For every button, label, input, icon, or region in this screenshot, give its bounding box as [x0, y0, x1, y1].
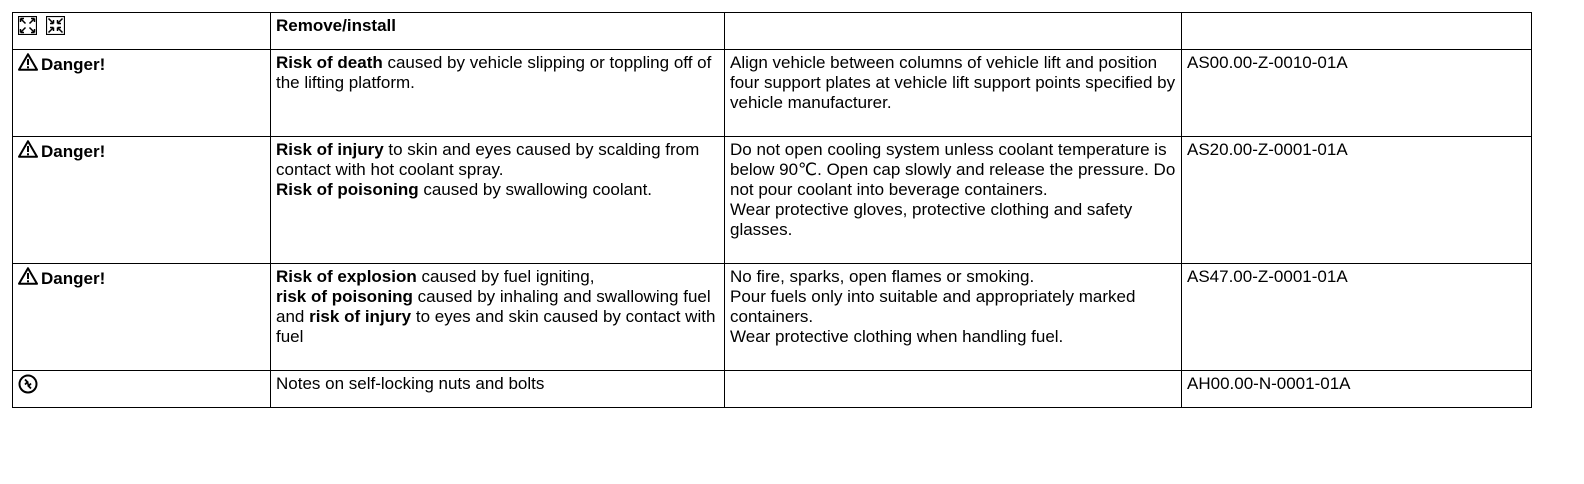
- hazard-description-cell: [271, 137, 725, 264]
- hazard-measures: Align vehicle between columns of vehicle lift and position four support plates at vehicle lift support points specified by vehicle manufacturer.: [730, 53, 1176, 112]
- empty-cell: [725, 371, 1182, 408]
- hazard-measure: Pour fuels only into suitable and appropriately marked containers.: [730, 287, 1136, 326]
- install-icon: [46, 16, 65, 40]
- danger-label: Danger!: [41, 268, 106, 288]
- document-reference: AS00.00-Z-0010-01A: [1187, 53, 1348, 72]
- warning-triangle-icon: [18, 140, 38, 163]
- hazard-risk: risk of poisoning: [276, 287, 413, 306]
- safety-instructions-table: [12, 12, 1532, 408]
- hazard-risk: Risk of death: [276, 53, 383, 72]
- operation-title-cell: [271, 13, 725, 50]
- document-reference-cell: [1182, 264, 1532, 371]
- remove-icon: [18, 16, 37, 40]
- warning-triangle-icon: [18, 267, 38, 290]
- document-reference-cell: [1182, 371, 1532, 408]
- document-reference: AS47.00-Z-0001-01A: [1187, 267, 1348, 286]
- danger-label: Danger!: [41, 54, 106, 74]
- hazard-measure: Wear protective gloves, protective clothing and safety glasses.: [730, 200, 1133, 239]
- document-reference: AS20.00-Z-0001-01A: [1187, 140, 1348, 159]
- hazard-measure: Do not open cooling system unless coolant temperature is below 90℃. Open cap slowly and release the pressure. Do not pour coolant into beverage containers.: [730, 140, 1176, 199]
- note-icon-cell: [13, 371, 271, 408]
- table-row-danger-lift: [13, 50, 1532, 137]
- hazard-description-cell: [271, 50, 725, 137]
- hazard-cause: to skin and eyes caused by scalding from contact with hot coolant spray.: [276, 140, 700, 179]
- empty-cell: [725, 13, 1182, 50]
- document-reference: AH00.00-N-0001-01A: [1187, 374, 1351, 393]
- note-description-cell: [271, 371, 725, 408]
- document-reference-cell: [1182, 137, 1532, 264]
- hazard-measure: Wear protective clothing when handling fuel.: [730, 327, 1064, 346]
- table-row-danger-coolant: [13, 137, 1532, 264]
- table-row-danger-fuel: [13, 264, 1532, 371]
- operation-icons-cell: [13, 13, 271, 50]
- operation-title: Remove/install: [276, 16, 396, 35]
- hazard-cause: caused by swallowing coolant.: [418, 180, 653, 199]
- hazard-label-cell: [13, 264, 271, 371]
- hazard-risk: Risk of poisoning: [276, 180, 419, 199]
- hazard-cause: to eyes and skin caused by contact with fuel: [276, 307, 716, 346]
- hazard-label-cell: [13, 50, 271, 137]
- hazard-cause: caused by fuel igniting,: [416, 267, 595, 286]
- note-self-locking-icon: [18, 374, 38, 399]
- hazard-cause: caused by inhaling and swallowing fuel and: [276, 287, 711, 326]
- hazard-measures-cell: [725, 137, 1182, 264]
- hazard-risk: Risk of explosion: [276, 267, 417, 286]
- warning-triangle-icon: [18, 53, 38, 76]
- document-reference-cell: [1182, 50, 1532, 137]
- hazard-description-cell: [271, 264, 725, 371]
- note-description: Notes on self-locking nuts and bolts: [276, 374, 545, 393]
- danger-label: Danger!: [41, 141, 106, 161]
- hazard-cause: caused by vehicle slipping or toppling off of the lifting platform.: [276, 53, 712, 92]
- table-row-note-self-locking: [13, 371, 1532, 408]
- hazard-label-cell: [13, 137, 271, 264]
- hazard-risk: risk of injury: [309, 307, 412, 326]
- hazard-measures-cell: [725, 264, 1182, 371]
- empty-cell: [1182, 13, 1532, 50]
- table-row-remove-install: [13, 13, 1532, 50]
- hazard-risk: Risk of injury: [276, 140, 384, 159]
- hazard-measure: No fire, sparks, open flames or smoking.: [730, 267, 1035, 286]
- hazard-measures-cell: [725, 50, 1182, 137]
